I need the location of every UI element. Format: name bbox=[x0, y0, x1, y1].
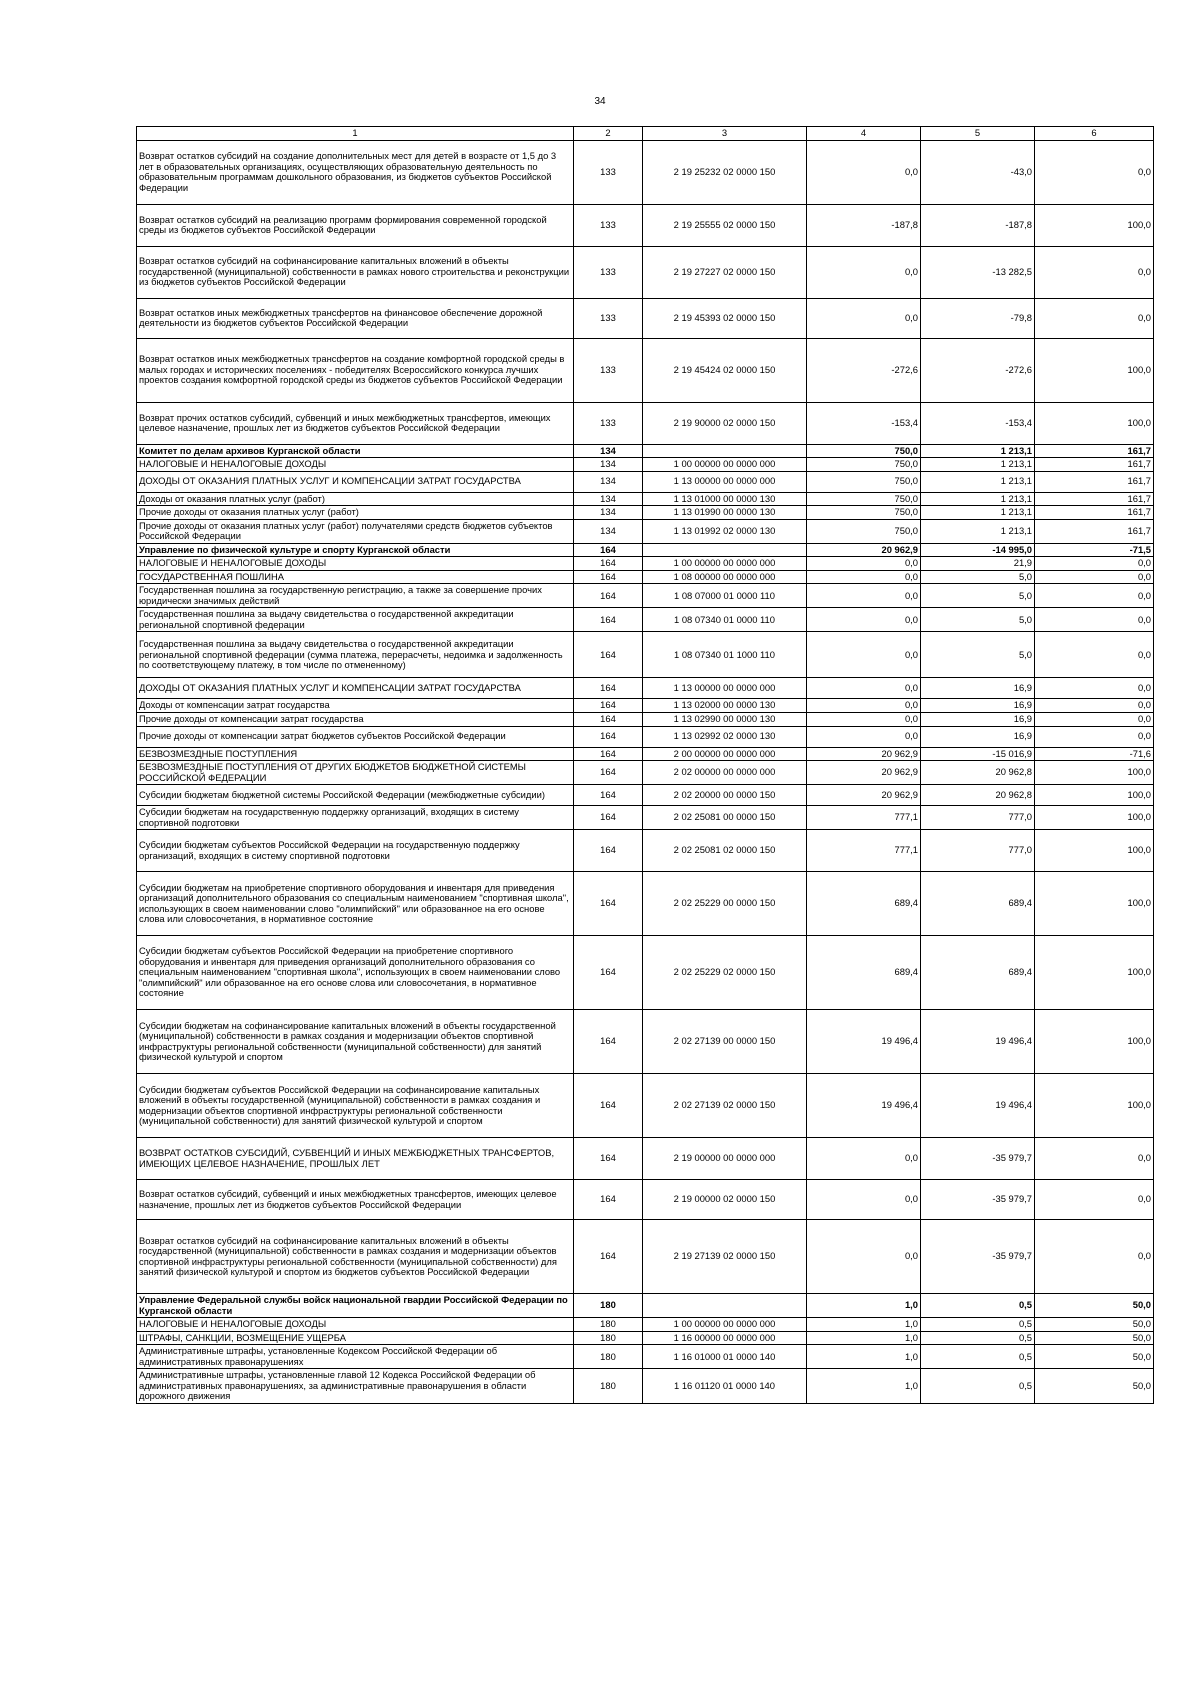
row-value-col4-cell: 689,4 bbox=[807, 936, 921, 1010]
row-percent-col6-cell: 100,0 bbox=[1035, 872, 1154, 936]
row-percent-col6-cell: 100,0 bbox=[1035, 936, 1154, 1010]
row-classification-code-cell: 1 16 01120 01 0000 140 bbox=[643, 1369, 807, 1404]
row-value-col4-cell: 0,0 bbox=[807, 140, 921, 204]
table-row bbox=[137, 1294, 1154, 1318]
row-value-col5-cell: 689,4 bbox=[921, 936, 1035, 1010]
row-percent-col6-cell: 100,0 bbox=[1035, 830, 1154, 872]
row-percent-col6-cell: 0,0 bbox=[1035, 608, 1154, 632]
row-value-col5-cell: 777,0 bbox=[921, 806, 1035, 830]
table-row bbox=[137, 608, 1154, 632]
row-admin-code-cell: 164 bbox=[574, 712, 643, 726]
table-row bbox=[137, 204, 1154, 246]
row-name-cell: Возврат остатков иных межбюджетных трансфертов на финансовое обеспечение дорожной деятельности из бюджетов субъектов Российской Федерации bbox=[137, 298, 574, 338]
row-value-col4-cell: 0,0 bbox=[807, 1180, 921, 1220]
row-percent-col6-cell: 0,0 bbox=[1035, 584, 1154, 608]
row-value-col5-cell: 689,4 bbox=[921, 872, 1035, 936]
row-value-col5-cell: 20 962,8 bbox=[921, 761, 1035, 785]
row-admin-code-cell: 164 bbox=[574, 608, 643, 632]
table-row bbox=[137, 1369, 1154, 1404]
row-classification-code-cell bbox=[643, 1294, 807, 1318]
row-name-cell: Прочие доходы от оказания платных услуг (работ) bbox=[137, 506, 574, 520]
row-percent-col6-cell: 0,0 bbox=[1035, 557, 1154, 571]
row-percent-col6-cell: 0,0 bbox=[1035, 1180, 1154, 1220]
row-classification-code-cell: 1 08 00000 00 0000 000 bbox=[643, 570, 807, 584]
row-admin-code-cell: 180 bbox=[574, 1318, 643, 1332]
row-percent-col6-cell: 0,0 bbox=[1035, 246, 1154, 298]
row-value-col4-cell: 19 496,4 bbox=[807, 1010, 921, 1074]
row-admin-code-cell: 133 bbox=[574, 246, 643, 298]
row-classification-code-cell: 2 02 27139 02 0000 150 bbox=[643, 1074, 807, 1138]
row-admin-code-cell: 164 bbox=[574, 570, 643, 584]
row-value-col5-cell: 5,0 bbox=[921, 608, 1035, 632]
table-row bbox=[137, 543, 1154, 557]
row-value-col4-cell: 750,0 bbox=[807, 471, 921, 492]
row-value-col4-cell: 20 962,9 bbox=[807, 747, 921, 761]
row-admin-code-cell: 164 bbox=[574, 785, 643, 806]
row-value-col5-cell: 19 496,4 bbox=[921, 1010, 1035, 1074]
row-value-col4-cell: 0,0 bbox=[807, 608, 921, 632]
row-name-cell: Возврат прочих остатков субсидий, субвенций и иных межбюджетных трансфертов, имеющих целевое назначение, прошлых лет из бюджетов субъектов Российской Федерации bbox=[137, 402, 574, 444]
row-classification-code-cell: 2 19 25232 02 0000 150 bbox=[643, 140, 807, 204]
row-admin-code-cell: 164 bbox=[574, 1010, 643, 1074]
table-row bbox=[137, 785, 1154, 806]
row-value-col4-cell: 750,0 bbox=[807, 506, 921, 520]
row-percent-col6-cell: 0,0 bbox=[1035, 632, 1154, 678]
row-name-cell: Субсидии бюджетам бюджетной системы Российской Федерации (межбюджетные субсидии) bbox=[137, 785, 574, 806]
row-percent-col6-cell: 161,7 bbox=[1035, 492, 1154, 506]
table-row bbox=[137, 761, 1154, 785]
row-value-col5-cell: 0,5 bbox=[921, 1318, 1035, 1332]
row-classification-code-cell bbox=[643, 444, 807, 458]
table-row bbox=[137, 570, 1154, 584]
row-value-col4-cell: 20 962,9 bbox=[807, 785, 921, 806]
row-value-col4-cell: 0,0 bbox=[807, 699, 921, 713]
row-percent-col6-cell: -71,6 bbox=[1035, 747, 1154, 761]
table-row bbox=[137, 444, 1154, 458]
row-value-col5-cell: 1 213,1 bbox=[921, 444, 1035, 458]
row-value-col5-cell: -35 979,7 bbox=[921, 1220, 1035, 1294]
row-admin-code-cell: 164 bbox=[574, 557, 643, 571]
row-value-col5-cell: -13 282,5 bbox=[921, 246, 1035, 298]
row-value-col5-cell: 16,9 bbox=[921, 726, 1035, 747]
row-name-cell: Возврат остатков субсидий, субвенций и иных межбюджетных трансфертов, имеющих целевое назначение, прошлых лет из бюджетов субъектов Российской Федерации bbox=[137, 1180, 574, 1220]
row-value-col4-cell: 0,0 bbox=[807, 246, 921, 298]
table-row bbox=[137, 584, 1154, 608]
row-classification-code-cell: 2 19 00000 00 0000 000 bbox=[643, 1138, 807, 1180]
row-value-col5-cell: 1 213,1 bbox=[921, 458, 1035, 472]
row-admin-code-cell: 164 bbox=[574, 830, 643, 872]
row-admin-code-cell: 164 bbox=[574, 1074, 643, 1138]
row-percent-col6-cell: -71,5 bbox=[1035, 543, 1154, 557]
row-admin-code-cell: 164 bbox=[574, 872, 643, 936]
row-value-col4-cell: 777,1 bbox=[807, 830, 921, 872]
table-row bbox=[137, 140, 1154, 204]
row-classification-code-cell: 2 19 27139 02 0000 150 bbox=[643, 1220, 807, 1294]
row-value-col4-cell: 0,0 bbox=[807, 570, 921, 584]
table-row bbox=[137, 557, 1154, 571]
table-row bbox=[137, 1318, 1154, 1332]
row-percent-col6-cell: 100,0 bbox=[1035, 1074, 1154, 1138]
row-name-cell: Административные штрафы, установленные главой 12 Кодекса Российской Федерации об административных правонарушениях, за административные правонарушения в области дорожного движения bbox=[137, 1369, 574, 1404]
row-value-col4-cell: -153,4 bbox=[807, 402, 921, 444]
row-percent-col6-cell: 161,7 bbox=[1035, 506, 1154, 520]
row-value-col5-cell: 5,0 bbox=[921, 632, 1035, 678]
row-classification-code-cell: 2 02 00000 00 0000 000 bbox=[643, 761, 807, 785]
row-admin-code-cell: 134 bbox=[574, 506, 643, 520]
row-admin-code-cell: 164 bbox=[574, 543, 643, 557]
row-value-col4-cell: 1,0 bbox=[807, 1318, 921, 1332]
table-row bbox=[137, 1331, 1154, 1345]
row-name-cell: Управление Федеральной службы войск национальной гвардии Российской Федерации по Курганской области bbox=[137, 1294, 574, 1318]
row-name-cell: Субсидии бюджетам на государственную поддержку организаций, входящих в систему спортивной подготовки bbox=[137, 806, 574, 830]
row-name-cell: Прочие доходы от оказания платных услуг (работ) получателями средств бюджетов субъектов Российской Федерации bbox=[137, 519, 574, 543]
row-value-col5-cell: 0,5 bbox=[921, 1345, 1035, 1369]
row-value-col5-cell: 19 496,4 bbox=[921, 1074, 1035, 1138]
row-admin-code-cell: 134 bbox=[574, 492, 643, 506]
row-admin-code-cell: 180 bbox=[574, 1331, 643, 1345]
table-row bbox=[137, 747, 1154, 761]
row-value-col5-cell: 16,9 bbox=[921, 699, 1035, 713]
table-row bbox=[137, 806, 1154, 830]
row-name-cell: Возврат остатков субсидий на софинансирование капитальных вложений в объекты государственной (муниципальной) собственности в рамках нового строительства и реконструкции из бюджетов субъектов Российской Федерации bbox=[137, 246, 574, 298]
row-value-col5-cell: -79,8 bbox=[921, 298, 1035, 338]
row-percent-col6-cell: 100,0 bbox=[1035, 204, 1154, 246]
table-row bbox=[137, 936, 1154, 1010]
row-value-col5-cell: 1 213,1 bbox=[921, 492, 1035, 506]
header-cell-3: 3 bbox=[643, 127, 807, 141]
row-value-col5-cell: 20 962,8 bbox=[921, 785, 1035, 806]
row-classification-code-cell: 2 19 45393 02 0000 150 bbox=[643, 298, 807, 338]
row-value-col5-cell: 21,9 bbox=[921, 557, 1035, 571]
row-value-col5-cell: 1 213,1 bbox=[921, 506, 1035, 520]
table-row bbox=[137, 678, 1154, 699]
row-value-col5-cell: 0,5 bbox=[921, 1294, 1035, 1318]
row-percent-col6-cell: 0,0 bbox=[1035, 726, 1154, 747]
row-classification-code-cell: 1 08 07340 01 0000 110 bbox=[643, 608, 807, 632]
row-classification-code-cell: 2 02 27139 00 0000 150 bbox=[643, 1010, 807, 1074]
table-row bbox=[137, 1138, 1154, 1180]
table-row bbox=[137, 1180, 1154, 1220]
row-admin-code-cell: 134 bbox=[574, 519, 643, 543]
table-row bbox=[137, 519, 1154, 543]
row-value-col4-cell: 750,0 bbox=[807, 519, 921, 543]
row-admin-code-cell: 180 bbox=[574, 1345, 643, 1369]
row-percent-col6-cell: 50,0 bbox=[1035, 1369, 1154, 1404]
row-value-col4-cell: 19 496,4 bbox=[807, 1074, 921, 1138]
row-name-cell: ДОХОДЫ ОТ ОКАЗАНИЯ ПЛАТНЫХ УСЛУГ И КОМПЕНСАЦИИ ЗАТРАТ ГОСУДАРСТВА bbox=[137, 678, 574, 699]
row-admin-code-cell: 164 bbox=[574, 584, 643, 608]
table-row bbox=[137, 1220, 1154, 1294]
row-percent-col6-cell: 161,7 bbox=[1035, 519, 1154, 543]
row-percent-col6-cell: 161,7 bbox=[1035, 471, 1154, 492]
row-name-cell: Прочие доходы от компенсации затрат государства bbox=[137, 712, 574, 726]
row-percent-col6-cell: 0,0 bbox=[1035, 140, 1154, 204]
row-name-cell: НАЛОГОВЫЕ И НЕНАЛОГОВЫЕ ДОХОДЫ bbox=[137, 458, 574, 472]
page-number: 34 bbox=[594, 96, 606, 107]
row-admin-code-cell: 133 bbox=[574, 204, 643, 246]
row-value-col5-cell: 1 213,1 bbox=[921, 519, 1035, 543]
row-classification-code-cell bbox=[643, 543, 807, 557]
row-value-col4-cell: 0,0 bbox=[807, 557, 921, 571]
row-value-col4-cell: 0,0 bbox=[807, 584, 921, 608]
row-name-cell: НАЛОГОВЫЕ И НЕНАЛОГОВЫЕ ДОХОДЫ bbox=[137, 557, 574, 571]
row-name-cell: Субсидии бюджетам на софинансирование капитальных вложений в объекты государственной (муниципальной) собственности в рамках создания и модернизации объектов спортивной инфраструктуры региональной собственности (муниципальной собственности) для занятий физической культурой и спортом bbox=[137, 1010, 574, 1074]
row-percent-col6-cell: 100,0 bbox=[1035, 1010, 1154, 1074]
table-row bbox=[137, 726, 1154, 747]
row-name-cell: Доходы от оказания платных услуг (работ) bbox=[137, 492, 574, 506]
row-value-col5-cell: -15 016,9 bbox=[921, 747, 1035, 761]
row-value-col5-cell: 777,0 bbox=[921, 830, 1035, 872]
table-row bbox=[137, 506, 1154, 520]
row-value-col5-cell: -272,6 bbox=[921, 338, 1035, 402]
revenue-table bbox=[136, 126, 1154, 1404]
row-classification-code-cell: 1 16 01000 01 0000 140 bbox=[643, 1345, 807, 1369]
row-percent-col6-cell: 0,0 bbox=[1035, 699, 1154, 713]
row-value-col4-cell: 689,4 bbox=[807, 872, 921, 936]
row-percent-col6-cell: 0,0 bbox=[1035, 1138, 1154, 1180]
row-admin-code-cell: 134 bbox=[574, 444, 643, 458]
row-name-cell: ГОСУДАРСТВЕННАЯ ПОШЛИНА bbox=[137, 570, 574, 584]
row-value-col5-cell: 16,9 bbox=[921, 712, 1035, 726]
row-name-cell: Возврат остатков субсидий на реализацию программ формирования современной городской среды из бюджетов субъектов Российской Федерации bbox=[137, 204, 574, 246]
row-admin-code-cell: 164 bbox=[574, 936, 643, 1010]
row-classification-code-cell: 1 16 00000 00 0000 000 bbox=[643, 1331, 807, 1345]
table-row bbox=[137, 872, 1154, 936]
row-percent-col6-cell: 100,0 bbox=[1035, 785, 1154, 806]
row-name-cell: Субсидии бюджетам на приобретение спортивного оборудования и инвентаря для приведения организаций дополнительного образования со специальным наименованием "спортивная школа", использующих в своем наименовании слово "олимпийский" или образованное на его основе слова или словосочетания, в нормативное состояние bbox=[137, 872, 574, 936]
row-value-col5-cell: 16,9 bbox=[921, 678, 1035, 699]
row-admin-code-cell: 180 bbox=[574, 1294, 643, 1318]
row-admin-code-cell: 133 bbox=[574, 298, 643, 338]
row-classification-code-cell: 1 08 07000 01 0000 110 bbox=[643, 584, 807, 608]
table-row bbox=[137, 246, 1154, 298]
row-classification-code-cell: 1 00 00000 00 0000 000 bbox=[643, 557, 807, 571]
row-value-col5-cell: -35 979,7 bbox=[921, 1180, 1035, 1220]
table-row bbox=[137, 458, 1154, 472]
row-value-col4-cell: 20 962,9 bbox=[807, 761, 921, 785]
row-classification-code-cell: 1 13 01990 00 0000 130 bbox=[643, 506, 807, 520]
row-admin-code-cell: 164 bbox=[574, 699, 643, 713]
row-classification-code-cell: 2 02 25081 00 0000 150 bbox=[643, 806, 807, 830]
row-classification-code-cell: 2 00 00000 00 0000 000 bbox=[643, 747, 807, 761]
row-admin-code-cell: 164 bbox=[574, 1138, 643, 1180]
header-cell-5: 5 bbox=[921, 127, 1035, 141]
row-classification-code-cell: 2 19 00000 02 0000 150 bbox=[643, 1180, 807, 1220]
row-value-col5-cell: 0,5 bbox=[921, 1369, 1035, 1404]
row-name-cell: Доходы от компенсации затрат государства bbox=[137, 699, 574, 713]
row-name-cell: Возврат остатков субсидий на создание дополнительных мест для детей в возрасте от 1,5 до 3 лет в образовательных организациях, осуществляющих образовательную деятельность по образовательным программам дошкольного образования, из бюджетов субъектов Российской Федерации bbox=[137, 140, 574, 204]
row-admin-code-cell: 133 bbox=[574, 338, 643, 402]
row-admin-code-cell: 164 bbox=[574, 1220, 643, 1294]
row-admin-code-cell: 164 bbox=[574, 1180, 643, 1220]
row-classification-code-cell: 2 02 25081 02 0000 150 bbox=[643, 830, 807, 872]
row-classification-code-cell: 1 13 02000 00 0000 130 bbox=[643, 699, 807, 713]
table-row bbox=[137, 632, 1154, 678]
row-name-cell: Субсидии бюджетам субъектов Российской Федерации на приобретение спортивного оборудования и инвентаря для приведения организаций дополнительного образования со специальным наименованием "спортивная школа", использующих в своем наименовании слово "олимпийский" или образованное на его основе слова или словосочетания, в нормативное состояние bbox=[137, 936, 574, 1010]
row-value-col4-cell: 750,0 bbox=[807, 458, 921, 472]
table-row bbox=[137, 699, 1154, 713]
row-admin-code-cell: 180 bbox=[574, 1369, 643, 1404]
row-value-col4-cell: 750,0 bbox=[807, 492, 921, 506]
row-percent-col6-cell: 100,0 bbox=[1035, 761, 1154, 785]
row-classification-code-cell: 1 08 07340 01 1000 110 bbox=[643, 632, 807, 678]
row-admin-code-cell: 134 bbox=[574, 471, 643, 492]
header-cell-2: 2 bbox=[574, 127, 643, 141]
row-value-col5-cell: 0,5 bbox=[921, 1331, 1035, 1345]
row-value-col5-cell: -153,4 bbox=[921, 402, 1035, 444]
row-name-cell: Административные штрафы, установленные Кодексом Российской Федерации об административных правонарушениях bbox=[137, 1345, 574, 1369]
row-value-col5-cell: -35 979,7 bbox=[921, 1138, 1035, 1180]
row-value-col4-cell: 0,0 bbox=[807, 1220, 921, 1294]
row-percent-col6-cell: 161,7 bbox=[1035, 458, 1154, 472]
row-percent-col6-cell: 0,0 bbox=[1035, 298, 1154, 338]
row-value-col4-cell: 0,0 bbox=[807, 712, 921, 726]
row-value-col4-cell: 1,0 bbox=[807, 1294, 921, 1318]
row-value-col4-cell: 0,0 bbox=[807, 632, 921, 678]
header-cell-6: 6 bbox=[1035, 127, 1154, 141]
row-classification-code-cell: 2 02 20000 00 0000 150 bbox=[643, 785, 807, 806]
row-value-col4-cell: 1,0 bbox=[807, 1345, 921, 1369]
row-value-col4-cell: -272,6 bbox=[807, 338, 921, 402]
row-name-cell: Прочие доходы от компенсации затрат бюджетов субъектов Российской Федерации bbox=[137, 726, 574, 747]
row-percent-col6-cell: 0,0 bbox=[1035, 712, 1154, 726]
row-value-col4-cell: 777,1 bbox=[807, 806, 921, 830]
row-value-col4-cell: -187,8 bbox=[807, 204, 921, 246]
table-row bbox=[137, 471, 1154, 492]
header-cell-4: 4 bbox=[807, 127, 921, 141]
row-value-col4-cell: 750,0 bbox=[807, 444, 921, 458]
row-value-col4-cell: 0,0 bbox=[807, 1138, 921, 1180]
row-admin-code-cell: 164 bbox=[574, 761, 643, 785]
row-percent-col6-cell: 50,0 bbox=[1035, 1345, 1154, 1369]
row-name-cell: ШТРАФЫ, САНКЦИИ, ВОЗМЕЩЕНИЕ УЩЕРБА bbox=[137, 1331, 574, 1345]
row-admin-code-cell: 164 bbox=[574, 726, 643, 747]
table-header-row bbox=[137, 127, 1154, 141]
row-classification-code-cell: 2 02 25229 00 0000 150 bbox=[643, 872, 807, 936]
row-name-cell: НАЛОГОВЫЕ И НЕНАЛОГОВЫЕ ДОХОДЫ bbox=[137, 1318, 574, 1332]
row-classification-code-cell: 2 02 25229 02 0000 150 bbox=[643, 936, 807, 1010]
row-percent-col6-cell: 100,0 bbox=[1035, 806, 1154, 830]
row-value-col4-cell: 0,0 bbox=[807, 298, 921, 338]
table-row bbox=[137, 830, 1154, 872]
row-value-col4-cell: 1,0 bbox=[807, 1331, 921, 1345]
row-admin-code-cell: 164 bbox=[574, 806, 643, 830]
row-value-col5-cell: 1 213,1 bbox=[921, 471, 1035, 492]
row-percent-col6-cell: 50,0 bbox=[1035, 1331, 1154, 1345]
row-admin-code-cell: 134 bbox=[574, 458, 643, 472]
row-percent-col6-cell: 0,0 bbox=[1035, 678, 1154, 699]
row-percent-col6-cell: 50,0 bbox=[1035, 1294, 1154, 1318]
row-percent-col6-cell: 100,0 bbox=[1035, 338, 1154, 402]
row-name-cell: Субсидии бюджетам субъектов Российской Федерации на софинансирование капитальных вложений в объекты государственной (муниципальной) собственности в рамках создания и модернизации объектов спортивной инфраструктуры региональной собственности (муниципальной собственности) для занятий физической культурой и спортом bbox=[137, 1074, 574, 1138]
row-percent-col6-cell: 50,0 bbox=[1035, 1318, 1154, 1332]
row-classification-code-cell: 1 13 00000 00 0000 000 bbox=[643, 678, 807, 699]
row-value-col5-cell: -43,0 bbox=[921, 140, 1035, 204]
row-value-col5-cell: -187,8 bbox=[921, 204, 1035, 246]
row-admin-code-cell: 164 bbox=[574, 747, 643, 761]
row-classification-code-cell: 1 13 02990 00 0000 130 bbox=[643, 712, 807, 726]
row-classification-code-cell: 2 19 90000 02 0000 150 bbox=[643, 402, 807, 444]
row-percent-col6-cell: 161,7 bbox=[1035, 444, 1154, 458]
row-name-cell: Управление по физической культуре и спорту Курганской области bbox=[137, 543, 574, 557]
row-classification-code-cell: 1 00 00000 00 0000 000 bbox=[643, 458, 807, 472]
row-classification-code-cell: 1 00 00000 00 0000 000 bbox=[643, 1318, 807, 1332]
row-admin-code-cell: 133 bbox=[574, 140, 643, 204]
row-name-cell: Государственная пошлина за выдачу свидетельства о государственной аккредитации региональной спортивной федерации bbox=[137, 608, 574, 632]
row-admin-code-cell: 164 bbox=[574, 632, 643, 678]
table-row bbox=[137, 338, 1154, 402]
row-name-cell: Государственная пошлина за выдачу свидетельства о государственной аккредитации региональной спортивной федерации (сумма платежа, перерасчеты, недоимка и задолженность по соответствующему платежу, в том числе по отмененному) bbox=[137, 632, 574, 678]
row-percent-col6-cell: 0,0 bbox=[1035, 570, 1154, 584]
header-cell-1: 1 bbox=[137, 127, 574, 141]
row-name-cell: Субсидии бюджетам субъектов Российской Федерации на государственную поддержку организаций, входящих в систему спортивной подготовки bbox=[137, 830, 574, 872]
row-value-col4-cell: 20 962,9 bbox=[807, 543, 921, 557]
row-value-col5-cell: -14 995,0 bbox=[921, 543, 1035, 557]
table-row bbox=[137, 1074, 1154, 1138]
row-name-cell: БЕЗВОЗМЕЗДНЫЕ ПОСТУПЛЕНИЯ bbox=[137, 747, 574, 761]
table-row bbox=[137, 492, 1154, 506]
row-value-col4-cell: 1,0 bbox=[807, 1369, 921, 1404]
row-classification-code-cell: 1 13 02992 02 0000 130 bbox=[643, 726, 807, 747]
row-percent-col6-cell: 100,0 bbox=[1035, 402, 1154, 444]
row-classification-code-cell: 1 13 01000 00 0000 130 bbox=[643, 492, 807, 506]
row-name-cell: Возврат остатков субсидий на софинансирование капитальных вложений в объекты государственной (муниципальной) собственности в рамках создания и модернизации объектов спортивной инфраструктуры региональной собственности (муниципальной собственности) для занятий физической культурой и спортом из бюджетов субъектов Российской Федерации bbox=[137, 1220, 574, 1294]
row-classification-code-cell: 1 13 01992 02 0000 130 bbox=[643, 519, 807, 543]
row-name-cell: Комитет по делам архивов Курганской области bbox=[137, 444, 574, 458]
row-value-col4-cell: 0,0 bbox=[807, 678, 921, 699]
row-value-col5-cell: 5,0 bbox=[921, 570, 1035, 584]
row-value-col5-cell: 5,0 bbox=[921, 584, 1035, 608]
row-name-cell: Государственная пошлина за государственную регистрацию, а также за совершение прочих юридически значимых действий bbox=[137, 584, 574, 608]
row-percent-col6-cell: 0,0 bbox=[1035, 1220, 1154, 1294]
row-classification-code-cell: 2 19 27227 02 0000 150 bbox=[643, 246, 807, 298]
table-row bbox=[137, 298, 1154, 338]
row-name-cell: Возврат остатков иных межбюджетных трансфертов на создание комфортной городской среды в малых городах и исторических поселениях - победителях Всероссийского конкурса лучших проектов создания комфортной городской среды из бюджетов субъектов Российской Федерации bbox=[137, 338, 574, 402]
row-admin-code-cell: 164 bbox=[574, 678, 643, 699]
row-name-cell: ДОХОДЫ ОТ ОКАЗАНИЯ ПЛАТНЫХ УСЛУГ И КОМПЕНСАЦИИ ЗАТРАТ ГОСУДАРСТВА bbox=[137, 471, 574, 492]
row-classification-code-cell: 1 13 00000 00 0000 000 bbox=[643, 471, 807, 492]
row-name-cell: ВОЗВРАТ ОСТАТКОВ СУБСИДИЙ, СУБВЕНЦИЙ И ИНЫХ МЕЖБЮДЖЕТНЫХ ТРАНСФЕРТОВ, ИМЕЮЩИХ ЦЕЛЕВОЕ НАЗНАЧЕНИЕ, ПРОШЛЫХ ЛЕТ bbox=[137, 1138, 574, 1180]
row-classification-code-cell: 2 19 45424 02 0000 150 bbox=[643, 338, 807, 402]
table-row bbox=[137, 1010, 1154, 1074]
row-classification-code-cell: 2 19 25555 02 0000 150 bbox=[643, 204, 807, 246]
row-admin-code-cell: 133 bbox=[574, 402, 643, 444]
table-row bbox=[137, 402, 1154, 444]
table-row bbox=[137, 712, 1154, 726]
table-row bbox=[137, 1345, 1154, 1369]
row-value-col4-cell: 0,0 bbox=[807, 726, 921, 747]
row-name-cell: БЕЗВОЗМЕЗДНЫЕ ПОСТУПЛЕНИЯ ОТ ДРУГИХ БЮДЖЕТОВ БЮДЖЕТНОЙ СИСТЕМЫ РОССИЙСКОЙ ФЕДЕРАЦИИ bbox=[137, 761, 574, 785]
